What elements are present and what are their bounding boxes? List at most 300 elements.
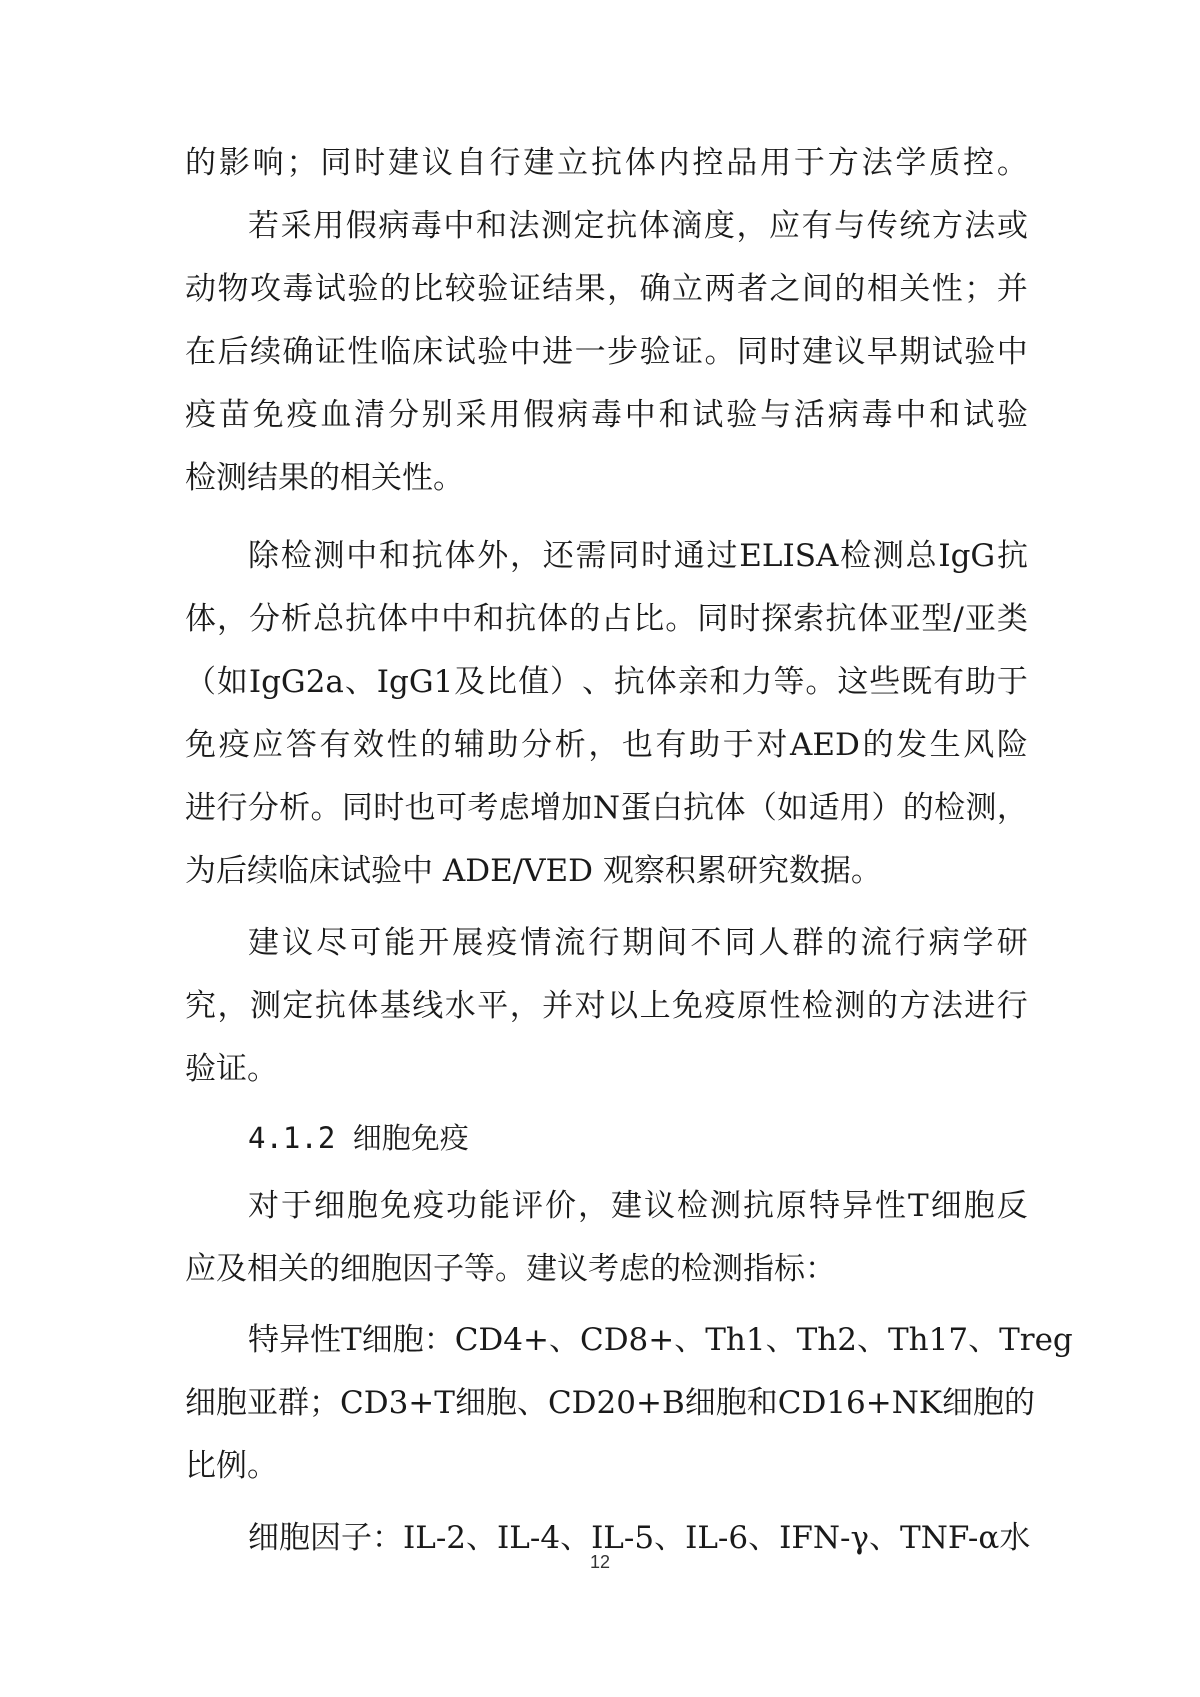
glyph: 法 [861,145,893,181]
glyph: 间 [656,925,688,961]
glyph: 行 [894,925,926,961]
glyph: ） [550,664,582,700]
glyph: 确 [639,271,671,307]
glyph: 较 [444,271,476,307]
glyph: 对 [248,1188,279,1224]
glyph: 证 [314,334,346,370]
glyph: 法 [508,208,540,244]
glyph: 体 [185,601,216,637]
glyph: 可 [436,790,467,826]
text-line: 应及相关的细胞因子等。建议考虑的检测指标： [185,1251,836,1287]
glyph: 总 [905,538,937,574]
glyph: 和 [929,397,961,433]
glyph: 胞 [392,1322,424,1358]
paragraph-line [0,257,1200,321]
glyph: 中 [895,397,927,433]
glyph: 尽 [316,925,348,961]
glyph: 体 [347,988,379,1024]
glyph: 学 [895,145,927,181]
glyph: 别 [421,397,453,433]
glyph: 建 [611,1188,642,1224]
glyph: 并 [996,271,1028,307]
glyph: IL-5 [591,1520,655,1556]
glyph: 亲 [677,664,709,700]
glyph: 行 [489,145,521,181]
glyph: 胞 [963,1188,995,1224]
text-line [185,257,1028,321]
glyph: 以 [607,988,639,1024]
glyph: 、 [968,1322,1000,1358]
glyph: 助 [965,664,996,700]
glyph: 方 [931,208,963,244]
glyph: 议 [644,1188,675,1224]
glyph: 细 [185,1385,216,1421]
glyph: 加 [561,790,593,826]
glyph: 疫 [413,1188,444,1224]
glyph: 检 [677,1188,708,1224]
glyph: 子 [341,1520,372,1556]
glyph: 疫 [218,727,250,763]
glyph: 可 [350,925,382,961]
glyph: 析 [279,790,311,826]
glyph: 总 [313,601,345,637]
glyph: 体 [537,601,569,637]
glyph: 学 [962,925,994,961]
glyph: 分 [387,397,419,433]
glyph: 应 [252,727,284,763]
glyph: 特 [809,1188,840,1224]
glyph: 证 [509,271,541,307]
glyph: 。 [996,145,1028,181]
glyph: 血 [320,397,352,433]
glyph: 用 [840,790,871,826]
glyph: 人 [758,925,790,961]
glyph: 试 [444,334,476,370]
glyph: （ [185,664,216,700]
glyph: 试 [314,271,346,307]
glyph: 性 [310,1322,341,1358]
glyph: 体 [638,208,670,244]
glyph: 、 [765,1322,797,1358]
glyph: 、 [581,664,613,700]
glyph: 蛋 [620,790,652,826]
glyph: 对 [574,988,606,1024]
glyph: 测 [834,988,866,1024]
glyph: ， [736,208,768,244]
glyph: 也 [404,790,436,826]
glyph: 测 [710,1188,741,1224]
glyph: 还 [542,538,574,574]
glyph: 免 [252,397,284,433]
glyph: 评 [512,1188,543,1224]
glyph: 和 [379,538,410,574]
glyph: ） [871,790,903,826]
text-line: 检测结果的相关性。 [185,460,464,496]
glyph: IL-4 [497,1520,561,1556]
glyph: 的 [902,790,934,826]
glyph: 。 [704,334,736,370]
paragraph-line [0,911,1200,975]
glyph: 对 [756,727,788,763]
glyph: 中 [409,601,441,637]
glyph: 用 [313,208,345,244]
glyph: 测 [249,988,281,1024]
glyph: 、 [548,1322,580,1358]
glyph: 抗 [996,538,1028,574]
glyph: T [341,1322,362,1358]
glyph: 时 [769,334,801,370]
glyph: AED [789,727,860,763]
glyph: 的 [862,727,894,763]
glyph: 群 [792,925,824,961]
glyph: 通 [673,538,705,574]
glyph: 方 [899,988,931,1024]
paragraph-line [0,131,1200,195]
text-line: 为后续临床试验中 ADE/VED 观察积累研究数据。 [185,853,882,889]
glyph: 者 [736,271,768,307]
glyph: 时 [729,601,761,637]
glyph: 除 [248,538,279,574]
glyph: 物 [217,271,249,307]
glyph: 能 [384,925,416,961]
glyph: TNF-α [900,1520,1000,1556]
glyph: 验 [726,397,758,433]
glyph: 免 [380,1188,411,1224]
glyph: 关 [899,271,931,307]
glyph: IgG2a [248,664,344,700]
glyph: 因 [310,1520,341,1556]
glyph: 进 [964,988,996,1024]
glyph: 中 [441,601,473,637]
paragraph-line [0,839,1200,903]
glyph: 质 [929,145,961,181]
glyph: 反 [996,1188,1028,1224]
glyph: 的 [379,271,411,307]
glyph: IFN-γ [779,1520,870,1556]
glyph: 、 [869,1520,901,1556]
glyph: 立 [672,271,704,307]
glyph: 行 [216,790,248,826]
glyph: 有 [319,727,351,763]
glyph: 胞 [347,1188,378,1224]
glyph: 假 [523,397,555,433]
glyph: 于 [793,145,825,181]
glyph: CD16+NK [777,1385,943,1421]
glyph: 抗 [683,790,715,826]
glyph: 度 [703,208,735,244]
glyph: 性 [931,271,963,307]
glyph: 一 [574,334,606,370]
glyph: 进 [542,334,574,370]
glyph: 考 [467,790,499,826]
glyph: 间 [801,271,833,307]
glyph: 及 [454,664,486,700]
glyph: CD3+T [340,1385,455,1421]
glyph: 异 [279,1322,310,1358]
glyph: 病 [928,925,960,961]
text-line [185,776,1028,840]
glyph: 如 [216,664,248,700]
glyph: 分 [249,601,281,637]
glyph: ； [964,271,996,307]
glyph: 抗 [825,601,857,637]
glyph: 疫 [286,397,318,433]
glyph: 发 [896,727,928,763]
paragraph-line [0,446,1200,510]
glyph: 不 [690,925,722,961]
glyph: 性 [769,988,801,1024]
glyph: 基 [379,988,411,1024]
glyph: 之 [769,271,801,307]
glyph: 验 [639,334,671,370]
glyph: ， [996,790,1028,826]
glyph: 胞 [485,1385,517,1421]
glyph: 的 [866,988,898,1024]
glyph: 细 [314,1188,345,1224]
glyph: 等 [773,664,805,700]
text-line [248,1308,1073,1372]
glyph: 辅 [453,727,485,763]
glyph: 中 [346,538,378,574]
glyph: 抗 [505,601,537,637]
glyph: 比 [633,601,665,637]
paragraph-line [0,383,1200,447]
glyph: 生 [929,727,961,763]
glyph: 疫 [704,988,736,1024]
glyph: 细 [942,1385,974,1421]
glyph: 特 [248,1322,279,1358]
glyph: 检 [840,538,872,574]
glyph: 虑 [498,790,530,826]
glyph: 检 [801,988,833,1024]
glyph: 和 [658,397,690,433]
glyph: 确 [282,334,314,370]
glyph: 毒 [282,271,314,307]
glyph: 于 [281,1188,312,1224]
glyph: 内 [658,145,690,181]
glyph: 响 [252,145,284,181]
paragraph-line [0,974,1200,1038]
glyph: 价 [545,1188,576,1224]
glyph: 胞 [715,1385,747,1421]
text-line [185,383,1028,447]
glyph: 细 [930,1188,962,1224]
glyph: 胞 [973,1385,1005,1421]
glyph: ， [217,601,249,637]
glyph: CD4+ [454,1322,549,1358]
text-line [248,911,1028,975]
glyph: ； [309,1385,340,1421]
glyph: 中 [624,397,656,433]
text-line [185,131,1028,195]
glyph: 展 [452,925,484,961]
glyph: 能 [479,1188,510,1224]
glyph: 同 [341,790,373,826]
glyph: 细 [361,1322,393,1358]
glyph: 、 [654,1520,686,1556]
text-line: 验证。 [185,1051,278,1087]
glyph: Th17 [888,1322,969,1358]
glyph: 亚 [889,601,921,637]
glyph: 法 [931,988,963,1024]
glyph: 疫 [486,925,518,961]
glyph: ， [509,988,541,1024]
glyph: 试 [931,334,963,370]
glyph: ； [286,145,318,181]
glyph: 和 [709,664,741,700]
glyph: 床 [412,334,444,370]
glyph: Th1 [705,1322,766,1358]
glyph: 抗 [613,664,645,700]
glyph: 的 [1004,1385,1036,1421]
glyph: 值 [518,664,550,700]
glyph: 中 [509,334,541,370]
glyph: 。 [805,664,837,700]
glyph: 动 [185,271,216,307]
glyph: 统 [899,208,931,244]
glyph: 的 [185,145,216,181]
glyph: 性 [875,1188,906,1224]
glyph: 胞 [279,1520,310,1556]
glyph: N [592,790,620,826]
glyph: 体 [377,601,409,637]
glyph: 、 [748,1520,780,1556]
glyph: 定 [573,208,605,244]
glyph: 抗 [743,1188,774,1224]
glyph: 抗 [590,145,622,181]
glyph: 答 [285,727,317,763]
text-line [248,1174,1028,1238]
glyph: 体 [645,664,677,700]
glyph: 验 [996,397,1028,433]
glyph: 、 [674,1322,706,1358]
glyph: 中 [996,334,1028,370]
glyph: CD20+B [547,1385,685,1421]
glyph: 效 [353,727,385,763]
glyph: 异 [842,1188,873,1224]
glyph: Th2 [796,1322,857,1358]
glyph: IgG1 [376,664,454,700]
glyph: 细 [684,1385,716,1421]
glyph: 控 [692,145,724,181]
glyph: 研 [996,925,1028,961]
glyph: 早 [866,334,898,370]
glyph: 情 [520,925,552,961]
glyph: 建 [248,925,279,961]
text-line [185,650,1028,714]
glyph: 究 [185,988,216,1024]
glyph: 采 [280,208,312,244]
glyph: 增 [530,790,562,826]
page-number: 12 [589,1552,611,1572]
glyph: 同 [724,925,756,961]
glyph: ， [217,988,249,1024]
glyph: 结 [542,271,574,307]
glyph: 助 [689,727,721,763]
glyph: 白 [651,790,683,826]
glyph: IL-6 [685,1520,749,1556]
glyph: 疫 [185,397,216,433]
glyph: 病 [827,397,859,433]
glyph: 。 [665,601,697,637]
paragraph-line [0,1371,1200,1435]
glyph: 若 [248,208,279,244]
glyph: 分 [521,727,553,763]
glyph: 病 [557,397,589,433]
glyph: 平 [477,988,509,1024]
glyph: 抗 [606,208,638,244]
glyph: 外 [477,538,509,574]
glyph: 应 [769,208,800,244]
glyph: 和 [473,601,505,637]
glyph: 方 [827,145,859,181]
paragraph-line [0,1237,1200,1301]
glyph: 流 [860,925,892,961]
paragraph-line [0,650,1200,714]
paragraph-line [0,320,1200,384]
glyph: 分 [247,790,279,826]
glyph: 在 [185,334,216,370]
glyph: 用 [489,397,521,433]
glyph: 。 [310,790,342,826]
glyph: 开 [418,925,450,961]
paragraph-line [0,1308,1200,1372]
glyph: 活 [793,397,825,433]
glyph: 助 [487,727,519,763]
glyph: 中 [443,208,475,244]
glyph: 毒 [861,397,893,433]
glyph: 这 [837,664,869,700]
glyph: 有 [801,208,833,244]
glyph: 型 [921,601,953,637]
glyph: 自 [455,145,487,181]
glyph: 用 [760,145,792,181]
glyph: 与 [834,208,866,244]
glyph: 试 [963,397,995,433]
glyph: 相 [866,271,898,307]
glyph: 原 [736,988,768,1024]
glyph: 进 [185,790,216,826]
glyph: 和 [746,1385,778,1421]
glyph: 水 [444,988,476,1024]
glyph: 亚 [964,601,996,637]
text-line [185,713,1028,777]
glyph: 同 [736,334,768,370]
paragraph-line [0,1174,1200,1238]
glyph: ， [588,727,620,763]
glyph: 续 [249,334,281,370]
glyph: 建 [523,145,555,181]
glyph: ， [510,538,541,574]
glyph: 采 [455,397,487,433]
glyph: 行 [588,925,620,961]
glyph: 验 [477,334,509,370]
glyph: 需 [575,538,607,574]
glyph: 体 [714,790,746,826]
glyph: 和 [475,208,507,244]
glyph: 同 [697,601,729,637]
glyph: 建 [801,334,833,370]
glyph: 体 [624,145,656,181]
glyph: 毒 [410,208,442,244]
glyph: 的 [834,271,866,307]
glyph: 索 [793,601,825,637]
glyph: 于 [722,727,754,763]
glyph: 清 [354,397,386,433]
glyph: 水 [999,1520,1031,1556]
glyph: 检 [280,538,312,574]
glyph: 、 [466,1520,498,1556]
